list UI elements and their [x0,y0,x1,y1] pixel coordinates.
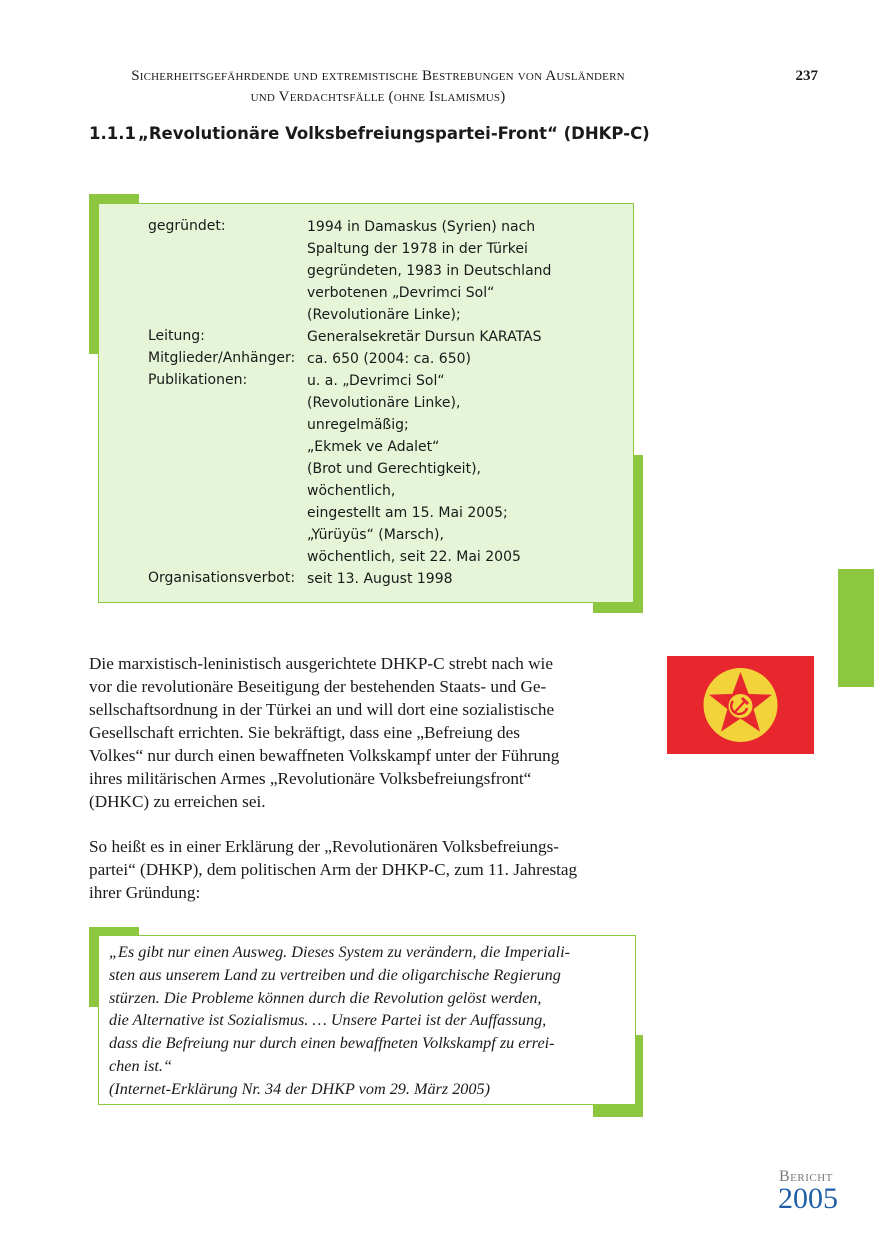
quote-line: „Es gibt nur einen Ausweg. Dieses System zu verändern, die Imperiali- [109,943,570,961]
publication-line: (Revolutionäre Linke), [307,395,461,411]
running-header-line-1: Sicherheitsgefährdende und extremistische Bestrebungen von Ausländern [131,68,625,84]
value-publications [307,370,617,568]
value-founded-line: Spaltung der 1978 in der Türkei [307,241,528,257]
quote-line: chen ist.“ [109,1056,172,1075]
publication-line: wöchentlich, seit 22. Mai 2005 [307,549,521,565]
value-members: ca. 650 (2004: ca. 650) [307,351,471,367]
paragraph-line: ihres militärischen Armes „Revolutionäre Volksbefreiungsfront“ [89,769,532,788]
value-founded-line: gegründeten, 1983 in Deutschland [307,263,552,279]
value-ban: seit 13. August 1998 [307,571,453,587]
section-title: „Revolutionäre Volksbefreiungspartei-Front“ (DHKP-C) [138,124,650,143]
paragraph-line: sellschaftsordnung in der Türkei an und will dort eine sozialistische [89,700,555,719]
report-label: Bericht [779,1168,833,1185]
publication-line: wöchentlich, [307,483,396,499]
paragraph-line: partei“ (DHKP), dem politischen Arm der DHKP-C, zum 11. Jahrestag [89,860,578,879]
label-leadership: Leitung: [148,328,205,344]
publication-line: unregelmäßig; [307,417,409,433]
value-leadership: Generalsekretär Dursun KARATAS [307,329,542,345]
fact-box [98,203,634,603]
quote-line: stürzen. Die Probleme können durch die Revolution gelöst werden, [109,988,542,1007]
chapter-side-tab [838,569,874,687]
quote-line: dass die Befreiung nur durch einen bewaffneten Volkskampf zu errei- [109,1034,555,1053]
paragraph-line: Gesellschaft errichten. Sie bekräftigt, dass eine „Befreiung des [89,723,520,742]
publication-line: u. a. „Devrimci Sol“ [307,373,445,389]
quote-source: (Internet-Erklärung Nr. 34 der DHKP vom 29. März 2005) [109,1079,490,1098]
paragraph-line: Die marxistisch-leninistisch ausgerichtete DHKP-C strebt nach wie [89,654,553,673]
paragraph-line: vor die revolutionäre Beseitigung der bestehenden Staats- und Ge- [89,677,547,696]
section-number: 1.1.1 [89,124,136,143]
label-ban: Organisationsverbot: [148,570,296,586]
publication-line: „Yürüyüs“ (Marsch), [307,527,444,543]
paragraph-2 [89,835,649,904]
label-members: Mitglieder/Anhänger: [148,350,296,366]
quote-line: sten aus unserem Land zu vertreiben und die oligarchische Regierung [109,965,561,984]
label-publications: Publikationen: [148,372,248,388]
paragraph-line: Volkes“ nur durch einen bewaffneten Volkskampf unter der Führung [89,746,560,765]
publication-line: „Ekmek ve Adalet“ [307,439,440,455]
paragraph-line: So heißt es in einer Erklärung der „Revolutionären Volksbefreiungs- [89,837,559,856]
quote-line: die Alternative ist Sozialismus. … Unsere Partei ist der Auffassung, [109,1011,547,1030]
publication-line: (Brot und Gerechtigkeit), [307,461,481,477]
label-founded: gegründet: [148,218,226,234]
section-heading [89,124,650,143]
running-header-line-2: und Verdachtsfälle (ohne Islamismus) [250,89,506,105]
value-founded [307,216,617,326]
paragraph-line: ihrer Gründung: [89,883,201,902]
publication-line: eingestellt am 15. Mai 2005; [307,505,508,521]
quote-box [98,935,636,1105]
report-year: 2005 [778,1182,838,1215]
page-number: 237 [795,68,818,84]
value-founded-line: verbotenen „Devrimci Sol“ [307,285,495,301]
value-founded-line: 1994 in Damaskus (Syrien) nach [307,219,536,235]
dhkp-c-flag-image [667,656,814,754]
paragraph-line: (DHKC) zu erreichen sei. [89,792,266,811]
value-founded-line: (Revolutionäre Linke); [307,307,461,323]
quote-text [109,941,570,1101]
running-header [88,66,668,108]
paragraph-1 [89,652,649,813]
